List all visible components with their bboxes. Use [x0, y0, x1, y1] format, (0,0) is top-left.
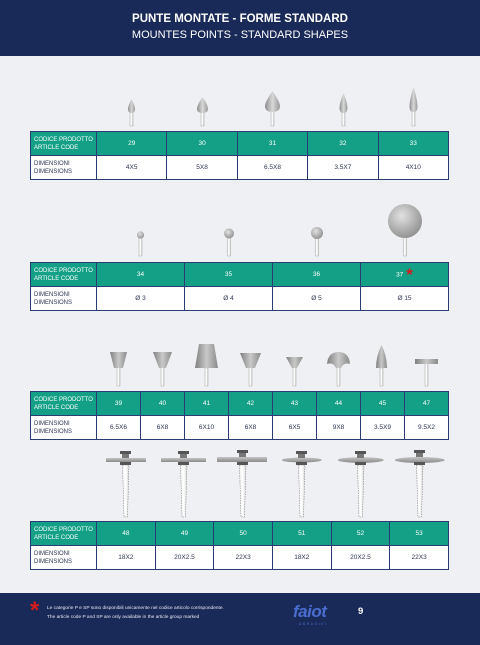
shape-33 — [410, 87, 418, 126]
code-cell: 34 — [97, 263, 185, 287]
dimension-cell: 20X2.5 — [331, 546, 390, 570]
dimension-label-it: DIMENSIONI — [34, 420, 70, 427]
shape-53 — [395, 450, 445, 517]
section1-shape-images — [0, 80, 480, 130]
code-cell: 42 — [229, 392, 273, 416]
code-row — [31, 392, 449, 416]
shape-29 — [128, 99, 135, 126]
shape-48 — [106, 451, 146, 517]
asterisk-icon: * — [406, 264, 413, 284]
code-cell: 50 — [214, 522, 273, 546]
table-section2 — [30, 262, 449, 311]
dimension-label-it: DIMENSIONI — [34, 550, 70, 557]
dimension-label-en: DIMENSIONS — [34, 168, 73, 175]
code-cell: 31 — [237, 132, 307, 156]
shape-43 — [286, 357, 303, 386]
code-cell: 29 — [97, 132, 167, 156]
dimension-label — [31, 287, 97, 311]
dimension-label — [31, 416, 97, 440]
page-header — [0, 0, 480, 56]
code-cell: 44 — [317, 392, 361, 416]
dimension-cell: 22X3 — [390, 546, 449, 570]
page-number: 9 — [358, 606, 364, 617]
code-label — [31, 263, 97, 287]
dimension-cell: 5X8 — [167, 156, 237, 180]
code-label-en: ARTICLE CODE — [34, 275, 79, 282]
title-english: MOUNTES POINTS - STANDARD SHAPES — [131, 29, 349, 41]
dimension-label-en: DIMENSIONS — [34, 299, 73, 306]
dimension-cell: 18X2 — [97, 546, 156, 570]
code-label — [31, 392, 97, 416]
shape-45 — [376, 345, 387, 386]
section3-shape-images — [0, 340, 480, 390]
dimension-cell: 18X2 — [272, 546, 331, 570]
dimension-label-en: DIMENSIONS — [34, 558, 73, 565]
dimension-label-en: DIMENSIONS — [34, 428, 73, 435]
code-cell: 53 — [390, 522, 449, 546]
code-label-it: CODICE PRODOTTO — [34, 396, 93, 403]
dimension-cell: 6X8 — [229, 416, 273, 440]
code-cell: 45 — [361, 392, 405, 416]
table-section4 — [30, 521, 449, 570]
code-cell: 33 — [378, 132, 448, 156]
code-cell: 30 — [167, 132, 237, 156]
dimension-label-it: DIMENSIONI — [34, 160, 70, 167]
dimension-row — [31, 156, 449, 180]
code-label — [31, 132, 97, 156]
code-label-en: ARTICLE CODE — [34, 404, 79, 411]
code-cell: 48 — [97, 522, 156, 546]
page-footer — [0, 593, 480, 645]
dimension-cell: Ø 5 — [273, 287, 361, 311]
table-section1 — [30, 131, 449, 180]
dimension-cell: 6X5 — [273, 416, 317, 440]
code-cell: 49 — [155, 522, 214, 546]
table-section3 — [30, 391, 449, 440]
code-cell: 52 — [331, 522, 390, 546]
shape-42 — [240, 353, 261, 386]
dimension-row — [31, 546, 449, 570]
code-row — [31, 132, 449, 156]
code-row — [31, 263, 449, 287]
dimension-cell: 4X10 — [378, 156, 448, 180]
faiot-logo: faiot — [293, 602, 327, 621]
code-cell: 35 — [185, 263, 273, 287]
code-label-it: CODICE PRODOTTO — [34, 267, 93, 274]
shape-31 — [265, 91, 280, 126]
shape-47 — [415, 359, 438, 386]
dimension-cell: 6.5X6 — [97, 416, 141, 440]
dimension-label — [31, 156, 97, 180]
dimension-cell: 4X5 — [97, 156, 167, 180]
code-cell: 41 — [185, 392, 229, 416]
dimension-label — [31, 546, 97, 570]
dimension-cell: 9.5X2 — [405, 416, 449, 440]
shape-37 — [388, 204, 422, 256]
dimension-row — [31, 287, 449, 311]
footnote-english: The article code P and SP are only available in the article group marked — [47, 615, 200, 620]
code-cell: 36 — [273, 263, 361, 287]
dimension-cell: 3.5X9 — [361, 416, 405, 440]
code-cell: 43 — [273, 392, 317, 416]
code-cell-starred — [361, 263, 449, 287]
code-cell: 51 — [272, 522, 331, 546]
shape-50 — [217, 450, 267, 517]
shape-51 — [282, 451, 322, 517]
shape-34 — [137, 231, 144, 256]
shape-44 — [327, 352, 350, 386]
dimension-label-it: DIMENSIONI — [34, 291, 70, 298]
code-value: 37 — [396, 271, 404, 279]
shape-41 — [195, 344, 218, 386]
code-cell: 47 — [405, 392, 449, 416]
dimension-cell: 9X8 — [317, 416, 361, 440]
code-cell: 39 — [97, 392, 141, 416]
shape-32 — [340, 93, 348, 126]
dimension-cell: Ø 15 — [361, 287, 449, 311]
code-cell: 32 — [308, 132, 378, 156]
code-label-it: CODICE PRODOTTO — [34, 136, 93, 143]
dimension-cell: 6X10 — [185, 416, 229, 440]
shape-52 — [338, 451, 384, 517]
dimension-cell: Ø 3 — [97, 287, 185, 311]
dimension-cell: 20X2.5 — [155, 546, 214, 570]
section2-shape-images — [0, 200, 480, 260]
shape-36 — [311, 227, 323, 256]
section4-shape-images — [0, 445, 480, 520]
footnote-italian: Le categorie P e SP sono disponibili unicamente nel codice articolo corrispondente. — [47, 606, 224, 611]
title-italian: PUNTE MONTATE - FORME STANDARD — [132, 13, 348, 25]
dimension-cell: 22X3 — [214, 546, 273, 570]
dimension-cell: 6X8 — [141, 416, 185, 440]
faiot-logo-subtitle: ABRASIVI — [299, 622, 328, 626]
shape-49 — [161, 451, 206, 517]
shape-35 — [224, 229, 234, 257]
code-label-en: ARTICLE CODE — [34, 144, 79, 151]
dimension-cell: Ø 4 — [185, 287, 273, 311]
dimension-row — [31, 416, 449, 440]
shape-39 — [110, 352, 127, 386]
code-label-en: ARTICLE CODE — [34, 534, 79, 541]
code-cell: 40 — [141, 392, 185, 416]
shape-40 — [153, 352, 172, 386]
dimension-cell: 6.5X8 — [237, 156, 307, 180]
code-row — [31, 522, 449, 546]
shape-30 — [197, 97, 208, 126]
code-label-it: CODICE PRODOTTO — [34, 526, 93, 533]
code-label — [31, 522, 97, 546]
dimension-cell: 3.5X7 — [308, 156, 378, 180]
asterisk-icon: * — [30, 597, 40, 624]
